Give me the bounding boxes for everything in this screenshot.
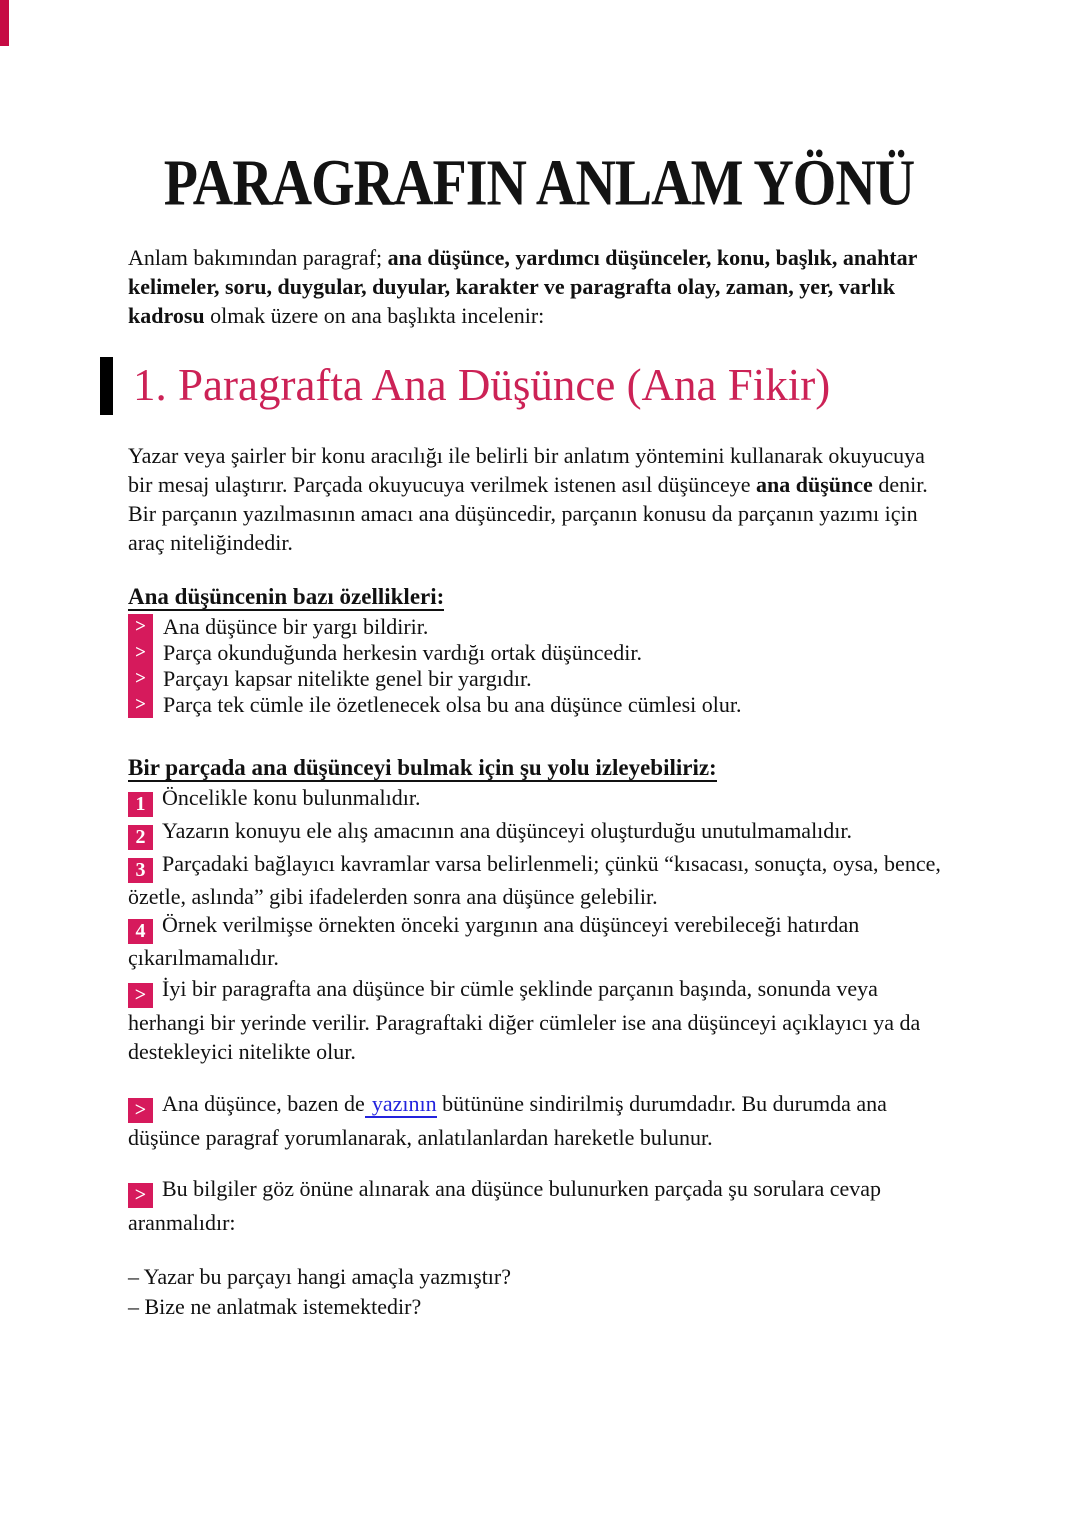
note-paragraph — [128, 974, 950, 1066]
note-text: Ana düşünce, bazen de yazının bütününe sindirilmiş durumdadır. Bu durumda ana düşünce paragraf yorumlanarak, anlatılanlardan hareketle bulunur. — [128, 1091, 887, 1150]
features-block — [128, 584, 950, 718]
list-item — [128, 666, 950, 692]
note-text: Bu bilgiler göz önüne alınarak ana düşünce bulunurken parçada şu sorulara cevap aranmalıdır: — [128, 1176, 882, 1235]
chevron-marker-icon: > — [128, 614, 153, 640]
question-line: – Bize ne anlatmak istemektedir? — [128, 1294, 422, 1319]
chevron-marker-icon: > — [128, 640, 153, 666]
chevron-marker-icon: > — [128, 983, 153, 1008]
chevron-marker-icon: > — [128, 666, 153, 692]
list-item-text: Parçayı kapsar nitelikte genel bir yargıdır. — [163, 666, 532, 691]
document-title: PARAGRAFIN ANLAM YÖNÜ — [163, 146, 915, 220]
step-number-badge: 1 — [128, 792, 153, 817]
questions-block — [128, 1262, 950, 1322]
step-number-badge: 2 — [128, 825, 153, 850]
corner-red-mark — [0, 0, 9, 46]
list-item-text: Parça tek cümle ile özetlenecek olsa bu ana düşünce cümlesi olur. — [163, 692, 742, 717]
list-item — [128, 692, 950, 718]
list-item — [128, 850, 950, 911]
list-item — [128, 784, 950, 817]
list-item-text: Örnek verilmişse örnekten önceki yargının ana düşünceyi verebileceği hatırdan çıkarılmamalıdır. — [128, 912, 860, 970]
steps-list — [128, 784, 950, 972]
chevron-marker-icon: > — [128, 1098, 153, 1123]
step-number-badge: 4 — [128, 919, 153, 944]
list-item-text: Öncelikle konu bulunmalıdır. — [162, 785, 421, 810]
steps-block — [128, 755, 950, 972]
note-paragraph — [128, 1174, 950, 1237]
section-1-heading-row — [100, 357, 980, 415]
heading-accent-bar — [100, 357, 113, 415]
list-item-text: Parça okunduğunda herkesin vardığı ortak düşüncedir. — [163, 640, 642, 665]
list-item — [128, 911, 950, 972]
inline-link[interactable]: yazının — [365, 1091, 437, 1118]
intro-paragraph: Anlam bakımından paragraf; ana düşünce, yardımcı düşünceler, konu, başlık, anahtar kelimeler, soru, duygular, duyular, karakter ve paragrafta olay, zaman, yer, varlık kadrosu olmak üzere on ana başlıkta incelenir: — [128, 245, 918, 328]
features-list — [128, 614, 950, 718]
section-1-paragraph: Yazar veya şairler bir konu aracılığı ile belirli bir anlatım yöntemini kullanarak okuyucuya bir mesaj ulaştırır. Parçada okuyucuya verilmek istenen asıl düşünceye ana düşünce denir. Bir parçanın yazılmasının amacı ana düşüncedir, parçanın konusu da parçanın yazımı için araç niteliğindedir. — [128, 443, 928, 555]
list-item-text: Ana düşünce bir yargı bildirir. — [163, 614, 429, 639]
list-item — [128, 640, 950, 666]
chevron-marker-icon: > — [128, 1183, 153, 1208]
steps-heading: Bir parçada ana düşünceyi bulmak için şu yolu izleyebiliriz: — [128, 755, 717, 780]
list-item — [128, 614, 950, 640]
section-1-heading: 1. Paragrafta Ana Düşünce (Ana Fikir) — [133, 360, 831, 410]
list-item-text: Parçadaki bağlayıcı kavramlar varsa belirlenmeli; çünkü “kısacası, sonuçta, oysa, bence, özetle, aslında” gibi ifadelerden sonra ana düşünce gelebilir. — [128, 851, 941, 909]
chevron-marker-icon: > — [128, 692, 153, 718]
step-number-badge: 3 — [128, 858, 153, 883]
list-item — [128, 817, 950, 850]
note-text: İyi bir paragrafta ana düşünce bir cümle şeklinde parçanın başında, sonunda veya herhangi bir yerinde verilir. Paragraftaki diğer cümleler ise ana düşünceyi açıklayıcı ya da destekleyici nitelikte olur. — [128, 976, 921, 1064]
question-line: – Yazar bu parçayı hangi amaçla yazmıştır? — [128, 1264, 512, 1289]
note-paragraph — [128, 1089, 950, 1152]
features-heading: Ana düşüncenin bazı özellikleri: — [128, 584, 445, 609]
list-item-text: Yazarın konuyu ele alış amacının ana düşünceyi oluşturduğu unutulmamalıdır. — [162, 818, 853, 843]
